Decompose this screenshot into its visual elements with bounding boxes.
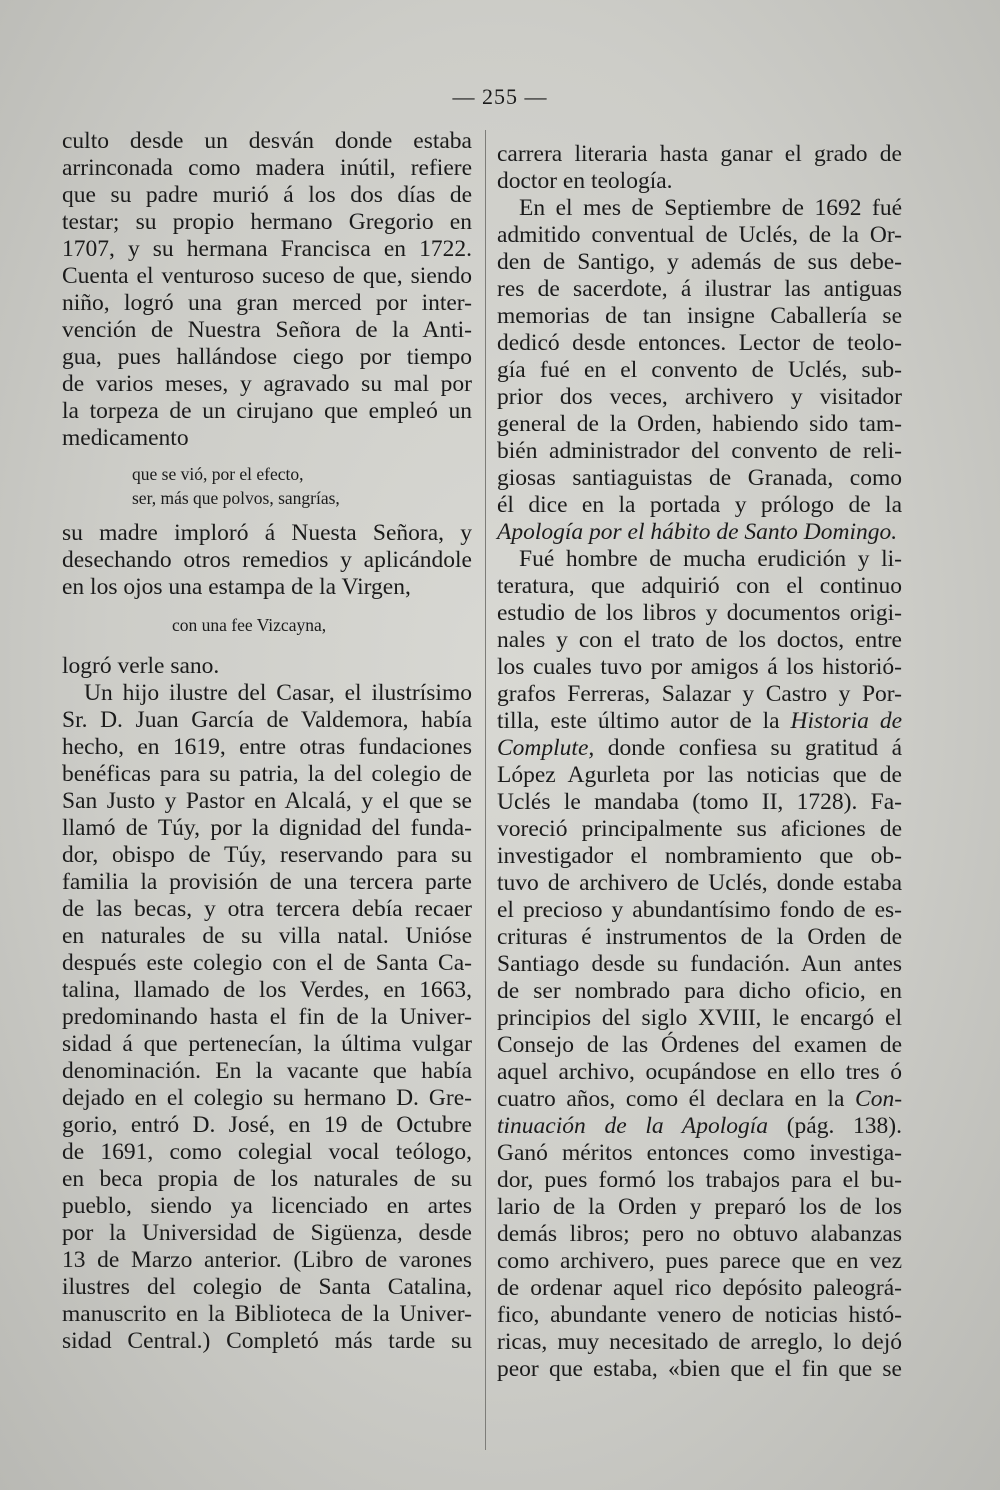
text-line: culto desde un desván donde estaba	[62, 128, 472, 154]
text-line	[497, 519, 902, 546]
text-line: él dice en la portada y prólogo de la	[497, 492, 902, 518]
text-line: por la Universidad de Sigüenza, desde	[62, 1220, 472, 1246]
text-line: En el mes de Septiembre de 1692 fué	[519, 195, 902, 221]
paragraph	[62, 680, 472, 1355]
text-line: fico, abundante venero de noticias histó-	[497, 1302, 902, 1328]
verse-line: ser, más que polvos, sangrías,	[132, 488, 340, 508]
text-line: en los ojos una estampa de la Virgen,	[62, 574, 411, 600]
text-line: crituras é instrumentos de la Orden de	[497, 924, 902, 950]
paragraph	[497, 1140, 902, 1383]
text-line: en beca propia de los naturales de su	[62, 1166, 472, 1192]
text-line: ricas, muy necesitado de arreglo, lo dejó	[497, 1329, 902, 1355]
text-line: López Agurleta por las noticias que de	[497, 762, 902, 788]
text-line: de las becas, y otra tercera debía recaer	[62, 896, 472, 922]
text-line: el precioso y abundantísimo fondo de es-	[497, 897, 902, 923]
text-line: gua, pues hallándose ciego por tiempo	[62, 344, 472, 370]
text-line: pueblo, siendo ya licenciado en artes	[62, 1193, 472, 1219]
book-title: Con-	[855, 1086, 903, 1112]
text-line: cuatro años, como él declara en la Con-	[497, 1086, 903, 1112]
text-line: giosas santiaguistas de Granada, como	[497, 465, 902, 491]
paragraph	[497, 762, 902, 1086]
text-line: San Justo y Pastor en Alcalá, y el que se	[62, 788, 472, 814]
text-line: tuvo de archivero de Uclés, donde estaba	[497, 870, 902, 896]
paragraph	[497, 546, 902, 708]
paragraph	[497, 141, 902, 195]
text-line: tilla, este último autor de la Historia de	[497, 708, 903, 734]
book-title: Apología por el hábito de Santo Domingo.	[497, 519, 898, 545]
text-line: la torpeza de un cirujano que empleó un	[62, 398, 472, 424]
column-divider	[485, 130, 486, 1450]
text-line: admitido conventual de Uclés, de la Or-	[497, 222, 902, 248]
text-line: en naturales de su villa natal. Unióse	[62, 923, 472, 949]
text-line: sidad á que pertenecían, la última vulgar	[62, 1031, 472, 1057]
text-line: de varios meses, y agravado su mal por	[62, 371, 472, 397]
text-line: Santiago desde su fundación. Aun antes	[497, 951, 902, 977]
text-line: res de sacerdote, á ilustrar las antiguas	[497, 276, 902, 302]
text-line: prior dos veces, archivero y visitador	[497, 384, 902, 410]
text-line: Fué hombre de mucha erudición y li-	[519, 546, 902, 572]
text-line: dor, obispo de Túy, reservando para su	[62, 842, 472, 868]
text-line: principios del siglo XVIII, le encargó el	[497, 1005, 902, 1031]
verse-line: que se vió, por el efecto,	[132, 464, 304, 484]
text-line: demás libros; pero no obtuvo alabanzas	[497, 1221, 902, 1247]
text-line: doctor en teología.	[497, 168, 673, 194]
text-line: grafos Ferreras, Salazar y Castro y Por-	[497, 681, 902, 707]
text-line: los cuales tuvo por amigos á los historió-	[497, 654, 902, 680]
text-line: niño, logró una gran merced por inter-	[62, 290, 472, 316]
text-line: familia la provisión de una tercera parte	[62, 869, 472, 895]
paragraph	[62, 128, 472, 452]
text-line: general de la Orden, habiendo sido tam-	[497, 411, 902, 437]
text-line: de 1691, como colegial vocal teólogo,	[62, 1139, 472, 1165]
book-title: Complute,	[497, 735, 595, 761]
text-line: Consejo de las Órdenes del examen de	[497, 1032, 902, 1058]
text-line: denominación. En la vacante que había	[62, 1058, 472, 1084]
text-line: llamó de Túy, por la dignidad del funda-	[62, 815, 472, 841]
text-line: medicamento	[62, 425, 189, 451]
text-line: benéficas para su patria, la del colegio de	[62, 761, 472, 787]
text-line: carrera literaria hasta ganar el grado de	[497, 141, 902, 167]
text-line: lario de la Orden y preparó los de los	[497, 1194, 902, 1220]
text-line: Ganó méritos entonces como investiga-	[497, 1140, 902, 1166]
text-line: 13 de Marzo anterior. (Libro de varones	[62, 1247, 472, 1273]
text-line: aquel archivo, ocupándose en ello tres ó	[497, 1059, 902, 1085]
text-line: su madre imploró á Nuesta Señora, y	[62, 520, 472, 546]
text-line: de ordenar aquel rico depósito paleográ-	[497, 1275, 902, 1301]
text-line: den de Santigo, y además de sus debe-	[497, 249, 902, 275]
page-number: — 255 —	[452, 84, 548, 109]
paragraph	[497, 195, 902, 519]
text-line: Un hijo ilustre del Casar, el ilustrísimo	[84, 680, 472, 706]
text-line: dedicó desde entonces. Lector de teolo-	[497, 330, 902, 356]
text-line: gía fué en el convento de Uclés, sub-	[497, 357, 902, 383]
book-title: tinuación de la Apología	[497, 1113, 769, 1139]
text-line: investigador el nombramiento que ob-	[497, 843, 902, 869]
text-line: como archivero, pues parece que en vez	[497, 1248, 902, 1274]
text-line: después este colegio con el de Santa Ca-	[62, 950, 472, 976]
text-line: testar; su propio hermano Gregorio en	[62, 209, 472, 235]
paragraph	[62, 653, 472, 680]
text-line: Uclés le mandaba (tomo II, 1728). Fa-	[497, 789, 902, 815]
right-column	[497, 141, 902, 1383]
left-column	[62, 128, 472, 1355]
text-line: peor que estaba, «bien que el fin que se	[497, 1356, 902, 1382]
text-line: teratura, que adquirió con el continuo	[497, 573, 902, 599]
text-line: Cuenta el venturoso suceso de que, siendo	[62, 263, 472, 289]
text-line: Complute, donde confiesa su gratitud á	[497, 735, 903, 761]
text-line: desechando otros remedios y aplicándole	[62, 547, 472, 573]
verse-quote	[132, 462, 472, 510]
book-title: Historia de	[790, 708, 903, 734]
text-line: vención de Nuestra Señora de la Anti-	[62, 317, 472, 343]
text-line: que su padre murió á los dos días de	[62, 182, 472, 208]
text-line: arrinconada como madera inútil, refiere	[62, 155, 472, 181]
text-line: ilustres del colegio de Santa Catalina,	[62, 1274, 472, 1300]
text-line: dor, pues formó los trabajos para el bu-	[497, 1167, 902, 1193]
verse-quote	[172, 613, 472, 637]
text-line: Sr. D. Juan García de Valdemora, había	[62, 707, 472, 733]
verse-line: con una fee Vizcayna,	[172, 615, 327, 635]
text-line: estudio de los libros y documentos origi-	[497, 600, 902, 626]
text-line: manuscrito en la Biblioteca de la Univer-	[62, 1301, 472, 1327]
text-line: hecho, en 1619, entre otras fundaciones	[62, 734, 472, 760]
text-line: talina, llamado de los Verdes, en 1663,	[62, 977, 472, 1003]
text-line: sidad Central.) Completó más tarde su	[62, 1328, 472, 1354]
text-line: nales y con el trato de los doctos, entre	[497, 627, 902, 653]
text-line: voreció principalmente sus aficiones de	[497, 816, 902, 842]
text-line: tinuación de la Apología (pág. 138).	[497, 1113, 902, 1139]
text-line: 1707, y su hermana Francisca en 1722.	[62, 236, 472, 262]
text-line: memorias de tan insigne Caballería se	[497, 303, 902, 329]
text-line: logró verle sano.	[62, 653, 220, 679]
text-line: bién administrador del convento de reli-	[497, 438, 902, 464]
text-line: predominando hasta el fin de la Univer-	[62, 1004, 472, 1030]
text-line: gorio, entró D. José, en 19 de Octubre	[62, 1112, 472, 1138]
paragraph	[62, 520, 472, 601]
text-line: dejado en el colegio su hermano D. Gre-	[62, 1085, 472, 1111]
text-line: de ser nombrado para dicho oficio, en	[497, 978, 902, 1004]
